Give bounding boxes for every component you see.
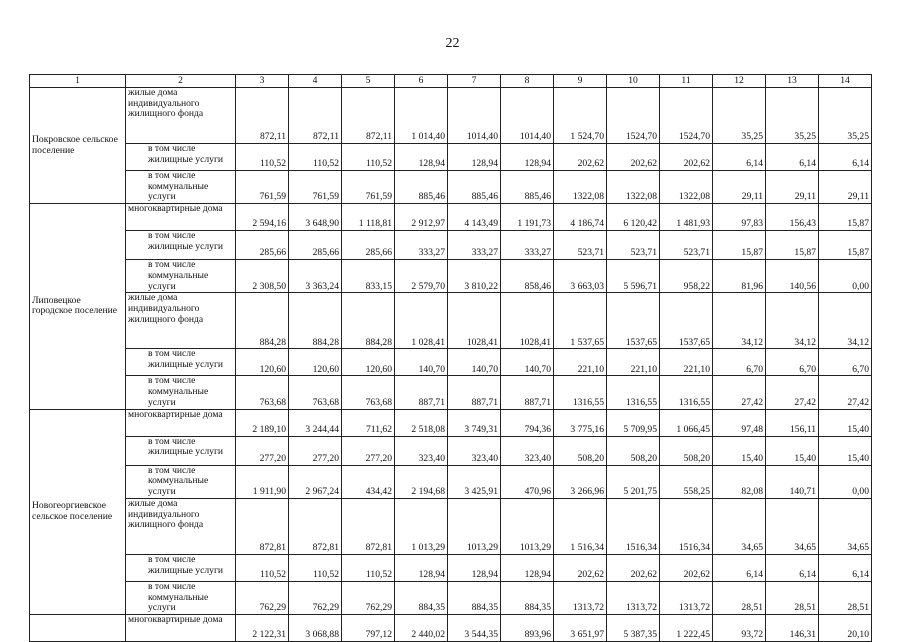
category-cell: в том числе жилищные услуги xyxy=(126,436,236,465)
column-header: 3 xyxy=(236,75,289,88)
value-cell: 110,52 xyxy=(236,144,289,171)
value-cell: 884,28 xyxy=(289,293,342,349)
tariff-table xyxy=(29,74,872,642)
category-cell: в том числе жилищные услуги xyxy=(126,144,236,171)
table-row xyxy=(30,554,872,581)
value-cell: 277,20 xyxy=(342,436,395,465)
settlement-name xyxy=(30,615,126,642)
value-cell: 1 222,45 xyxy=(660,615,713,642)
value-cell: 6,70 xyxy=(819,349,872,376)
column-header: 9 xyxy=(554,75,607,88)
column-header: 10 xyxy=(607,75,660,88)
value-cell: 82,08 xyxy=(713,465,766,498)
category-cell: в том числе коммунальные услуги xyxy=(126,260,236,293)
value-cell: 6,14 xyxy=(766,144,819,171)
value-cell: 34,65 xyxy=(766,498,819,554)
value-cell: 763,68 xyxy=(342,376,395,409)
value-cell: 29,11 xyxy=(713,171,766,204)
table-row xyxy=(30,436,872,465)
value-cell: 28,51 xyxy=(766,581,819,614)
value-cell: 1 013,29 xyxy=(395,498,448,554)
value-cell: 1524,70 xyxy=(607,88,660,144)
value-cell: 1 537,65 xyxy=(554,293,607,349)
value-cell: 140,70 xyxy=(448,349,501,376)
value-cell: 3 244,44 xyxy=(289,409,342,436)
value-cell: 887,71 xyxy=(448,376,501,409)
value-cell: 221,10 xyxy=(660,349,713,376)
value-cell: 508,20 xyxy=(607,436,660,465)
category-cell: в том числе жилищные услуги xyxy=(126,554,236,581)
value-cell: 5 201,75 xyxy=(607,465,660,498)
category-cell: в том числе жилищные услуги xyxy=(126,349,236,376)
value-cell: 872,11 xyxy=(236,88,289,144)
value-cell: 1316,55 xyxy=(554,376,607,409)
value-cell: 221,10 xyxy=(607,349,660,376)
value-cell: 27,42 xyxy=(713,376,766,409)
value-cell: 146,31 xyxy=(766,615,819,642)
value-cell: 711,62 xyxy=(342,409,395,436)
value-cell: 93,72 xyxy=(713,615,766,642)
value-cell: 1028,41 xyxy=(501,293,554,349)
value-cell: 34,65 xyxy=(819,498,872,554)
value-cell: 34,12 xyxy=(819,293,872,349)
value-cell: 872,11 xyxy=(342,88,395,144)
value-cell: 34,12 xyxy=(713,293,766,349)
value-cell: 128,94 xyxy=(448,554,501,581)
table-row xyxy=(30,349,872,376)
value-cell: 323,40 xyxy=(501,436,554,465)
value-cell: 202,62 xyxy=(554,144,607,171)
value-cell: 0,00 xyxy=(819,465,872,498)
value-cell: 333,27 xyxy=(395,231,448,260)
value-cell: 97,48 xyxy=(713,409,766,436)
value-cell: 128,94 xyxy=(395,144,448,171)
table-row xyxy=(30,88,872,144)
value-cell: 1028,41 xyxy=(448,293,501,349)
value-cell: 128,94 xyxy=(448,144,501,171)
value-cell: 5 709,95 xyxy=(607,409,660,436)
value-cell: 508,20 xyxy=(554,436,607,465)
value-cell: 833,15 xyxy=(342,260,395,293)
value-cell: 221,10 xyxy=(554,349,607,376)
value-cell: 120,60 xyxy=(342,349,395,376)
column-header: 7 xyxy=(448,75,501,88)
table-row xyxy=(30,260,872,293)
value-cell: 1313,72 xyxy=(607,581,660,614)
value-cell: 1322,08 xyxy=(607,171,660,204)
value-cell: 277,20 xyxy=(289,436,342,465)
value-cell: 6,14 xyxy=(766,554,819,581)
value-cell: 15,40 xyxy=(819,436,872,465)
value-cell: 1322,08 xyxy=(660,171,713,204)
value-cell: 110,52 xyxy=(236,554,289,581)
value-cell: 15,87 xyxy=(819,204,872,231)
value-cell: 885,46 xyxy=(395,171,448,204)
value-cell: 110,52 xyxy=(342,554,395,581)
value-cell: 27,42 xyxy=(766,376,819,409)
category-cell: жилые дома индивидуального жилищного фонда xyxy=(126,498,236,554)
value-cell: 1 118,81 xyxy=(342,204,395,231)
value-cell: 28,51 xyxy=(713,581,766,614)
value-cell: 110,52 xyxy=(289,144,342,171)
value-cell: 6,14 xyxy=(819,144,872,171)
value-cell: 3 363,24 xyxy=(289,260,342,293)
value-cell: 202,62 xyxy=(554,554,607,581)
value-cell: 4 186,74 xyxy=(554,204,607,231)
page-number: 22 xyxy=(445,36,460,51)
value-cell: 884,35 xyxy=(448,581,501,614)
value-cell: 34,65 xyxy=(713,498,766,554)
value-cell: 333,27 xyxy=(448,231,501,260)
category-cell: многоквартирные дома xyxy=(126,204,236,231)
value-cell: 3 775,16 xyxy=(554,409,607,436)
value-cell: 761,59 xyxy=(236,171,289,204)
value-cell: 28,51 xyxy=(819,581,872,614)
table-row xyxy=(30,171,872,204)
header-row xyxy=(30,75,872,88)
value-cell: 3 651,97 xyxy=(554,615,607,642)
value-cell: 15,87 xyxy=(713,231,766,260)
value-cell: 885,46 xyxy=(501,171,554,204)
value-cell: 872,81 xyxy=(342,498,395,554)
value-cell: 2 594,16 xyxy=(236,204,289,231)
value-cell: 285,66 xyxy=(289,231,342,260)
value-cell: 1313,72 xyxy=(554,581,607,614)
value-cell: 15,87 xyxy=(766,231,819,260)
value-cell: 794,36 xyxy=(501,409,554,436)
value-cell: 797,12 xyxy=(342,615,395,642)
value-cell: 2 308,50 xyxy=(236,260,289,293)
value-cell: 81,96 xyxy=(713,260,766,293)
value-cell: 2 194,68 xyxy=(395,465,448,498)
value-cell: 3 648,90 xyxy=(289,204,342,231)
value-cell: 434,42 xyxy=(342,465,395,498)
value-cell: 872,11 xyxy=(289,88,342,144)
value-cell: 1014,40 xyxy=(501,88,554,144)
value-cell: 1 028,41 xyxy=(395,293,448,349)
table-row xyxy=(30,615,872,642)
value-cell: 1014,40 xyxy=(448,88,501,144)
value-cell: 277,20 xyxy=(236,436,289,465)
value-cell: 887,71 xyxy=(501,376,554,409)
value-cell: 3 068,88 xyxy=(289,615,342,642)
value-cell: 202,62 xyxy=(660,144,713,171)
value-cell: 523,71 xyxy=(554,231,607,260)
value-cell: 110,52 xyxy=(342,144,395,171)
column-header: 2 xyxy=(126,75,236,88)
value-cell: 1 481,93 xyxy=(660,204,713,231)
value-cell: 1537,65 xyxy=(607,293,660,349)
category-cell: в том числе коммунальные услуги xyxy=(126,376,236,409)
table-row xyxy=(30,293,872,349)
value-cell: 2 912,97 xyxy=(395,204,448,231)
value-cell: 558,25 xyxy=(660,465,713,498)
table-row xyxy=(30,465,872,498)
value-cell: 202,62 xyxy=(607,554,660,581)
value-cell: 762,29 xyxy=(236,581,289,614)
category-cell: в том числе коммунальные услуги xyxy=(126,465,236,498)
table-row xyxy=(30,231,872,260)
value-cell: 140,70 xyxy=(501,349,554,376)
value-cell: 35,25 xyxy=(819,88,872,144)
value-cell: 1013,29 xyxy=(448,498,501,554)
value-cell: 1 524,70 xyxy=(554,88,607,144)
value-cell: 1516,34 xyxy=(660,498,713,554)
value-cell: 120,60 xyxy=(236,349,289,376)
column-header: 6 xyxy=(395,75,448,88)
column-header: 12 xyxy=(713,75,766,88)
value-cell: 34,12 xyxy=(766,293,819,349)
value-cell: 3 425,91 xyxy=(448,465,501,498)
value-cell: 3 663,03 xyxy=(554,260,607,293)
value-cell: 887,71 xyxy=(395,376,448,409)
value-cell: 35,25 xyxy=(713,88,766,144)
column-header: 13 xyxy=(766,75,819,88)
value-cell: 1537,65 xyxy=(660,293,713,349)
value-cell: 2 518,08 xyxy=(395,409,448,436)
value-cell: 762,29 xyxy=(289,581,342,614)
column-header: 11 xyxy=(660,75,713,88)
value-cell: 140,70 xyxy=(395,349,448,376)
table-row xyxy=(30,144,872,171)
value-cell: 128,94 xyxy=(501,554,554,581)
value-cell: 6,14 xyxy=(713,144,766,171)
value-cell: 2 189,10 xyxy=(236,409,289,436)
value-cell: 761,59 xyxy=(289,171,342,204)
value-cell: 110,52 xyxy=(289,554,342,581)
table-row xyxy=(30,204,872,231)
value-cell: 285,66 xyxy=(342,231,395,260)
value-cell: 761,59 xyxy=(342,171,395,204)
value-cell: 858,46 xyxy=(501,260,554,293)
value-cell: 4 143,49 xyxy=(448,204,501,231)
value-cell: 884,28 xyxy=(236,293,289,349)
value-cell: 6 120,42 xyxy=(607,204,660,231)
value-cell: 763,68 xyxy=(236,376,289,409)
value-cell: 2 579,70 xyxy=(395,260,448,293)
value-cell: 285,66 xyxy=(236,231,289,260)
category-cell: в том числе коммунальные услуги xyxy=(126,581,236,614)
value-cell: 1013,29 xyxy=(501,498,554,554)
value-cell: 1 014,40 xyxy=(395,88,448,144)
value-cell: 2 967,24 xyxy=(289,465,342,498)
value-cell: 893,96 xyxy=(501,615,554,642)
value-cell: 1313,72 xyxy=(660,581,713,614)
value-cell: 762,29 xyxy=(342,581,395,614)
column-header: 5 xyxy=(342,75,395,88)
value-cell: 156,11 xyxy=(766,409,819,436)
category-cell: многоквартирные дома xyxy=(126,615,236,642)
value-cell: 156,43 xyxy=(766,204,819,231)
value-cell: 884,28 xyxy=(342,293,395,349)
value-cell: 2 122,31 xyxy=(236,615,289,642)
value-cell: 202,62 xyxy=(607,144,660,171)
column-header: 14 xyxy=(819,75,872,88)
value-cell: 3 749,31 xyxy=(448,409,501,436)
value-cell: 35,25 xyxy=(766,88,819,144)
value-cell: 120,60 xyxy=(289,349,342,376)
value-cell: 128,94 xyxy=(501,144,554,171)
value-cell: 2 440,02 xyxy=(395,615,448,642)
value-cell: 1524,70 xyxy=(660,88,713,144)
value-cell: 5 596,71 xyxy=(607,260,660,293)
value-cell: 5 387,35 xyxy=(607,615,660,642)
value-cell: 333,27 xyxy=(501,231,554,260)
category-cell: в том числе жилищные услуги xyxy=(126,231,236,260)
table-row xyxy=(30,409,872,436)
value-cell: 15,40 xyxy=(713,436,766,465)
column-header: 4 xyxy=(289,75,342,88)
value-cell: 3 266,96 xyxy=(554,465,607,498)
category-cell: жилые дома индивидуального жилищного фонда xyxy=(126,88,236,144)
value-cell: 323,40 xyxy=(448,436,501,465)
value-cell: 884,35 xyxy=(501,581,554,614)
value-cell: 763,68 xyxy=(289,376,342,409)
settlement-name: Покровское сельское поселение xyxy=(30,88,126,204)
value-cell: 6,14 xyxy=(713,554,766,581)
category-cell: в том числе коммунальные услуги xyxy=(126,171,236,204)
column-header: 8 xyxy=(501,75,554,88)
category-cell: многоквартирные дома xyxy=(126,409,236,436)
value-cell: 872,81 xyxy=(236,498,289,554)
value-cell: 523,71 xyxy=(660,231,713,260)
table-row xyxy=(30,498,872,554)
settlement-name: Новогеоргиевское сельское поселение xyxy=(30,409,126,614)
value-cell: 1 516,34 xyxy=(554,498,607,554)
settlement-name: Липовецкое городское поселение xyxy=(30,204,126,409)
value-cell: 0,00 xyxy=(819,260,872,293)
value-cell: 15,40 xyxy=(766,436,819,465)
value-cell: 27,42 xyxy=(819,376,872,409)
value-cell: 523,71 xyxy=(607,231,660,260)
value-cell: 97,83 xyxy=(713,204,766,231)
value-cell: 885,46 xyxy=(448,171,501,204)
value-cell: 3 544,35 xyxy=(448,615,501,642)
value-cell: 1322,08 xyxy=(554,171,607,204)
value-cell: 128,94 xyxy=(395,554,448,581)
value-cell: 202,62 xyxy=(660,554,713,581)
value-cell: 140,71 xyxy=(766,465,819,498)
value-cell: 1 066,45 xyxy=(660,409,713,436)
column-header: 1 xyxy=(30,75,126,88)
value-cell: 1316,55 xyxy=(660,376,713,409)
value-cell: 508,20 xyxy=(660,436,713,465)
value-cell: 29,11 xyxy=(766,171,819,204)
value-cell: 6,70 xyxy=(713,349,766,376)
value-cell: 15,40 xyxy=(819,409,872,436)
value-cell: 3 810,22 xyxy=(448,260,501,293)
value-cell: 1516,34 xyxy=(607,498,660,554)
value-cell: 29,11 xyxy=(819,171,872,204)
category-cell: жилые дома индивидуального жилищного фонда xyxy=(126,293,236,349)
value-cell: 6,14 xyxy=(819,554,872,581)
value-cell: 323,40 xyxy=(395,436,448,465)
value-cell: 20,10 xyxy=(819,615,872,642)
value-cell: 958,22 xyxy=(660,260,713,293)
value-cell: 140,56 xyxy=(766,260,819,293)
value-cell: 15,87 xyxy=(819,231,872,260)
table-row xyxy=(30,581,872,614)
table-row xyxy=(30,376,872,409)
value-cell: 1 191,73 xyxy=(501,204,554,231)
value-cell: 1316,55 xyxy=(607,376,660,409)
value-cell: 6,70 xyxy=(766,349,819,376)
value-cell: 1 911,90 xyxy=(236,465,289,498)
value-cell: 872,81 xyxy=(289,498,342,554)
value-cell: 884,35 xyxy=(395,581,448,614)
value-cell: 470,96 xyxy=(501,465,554,498)
